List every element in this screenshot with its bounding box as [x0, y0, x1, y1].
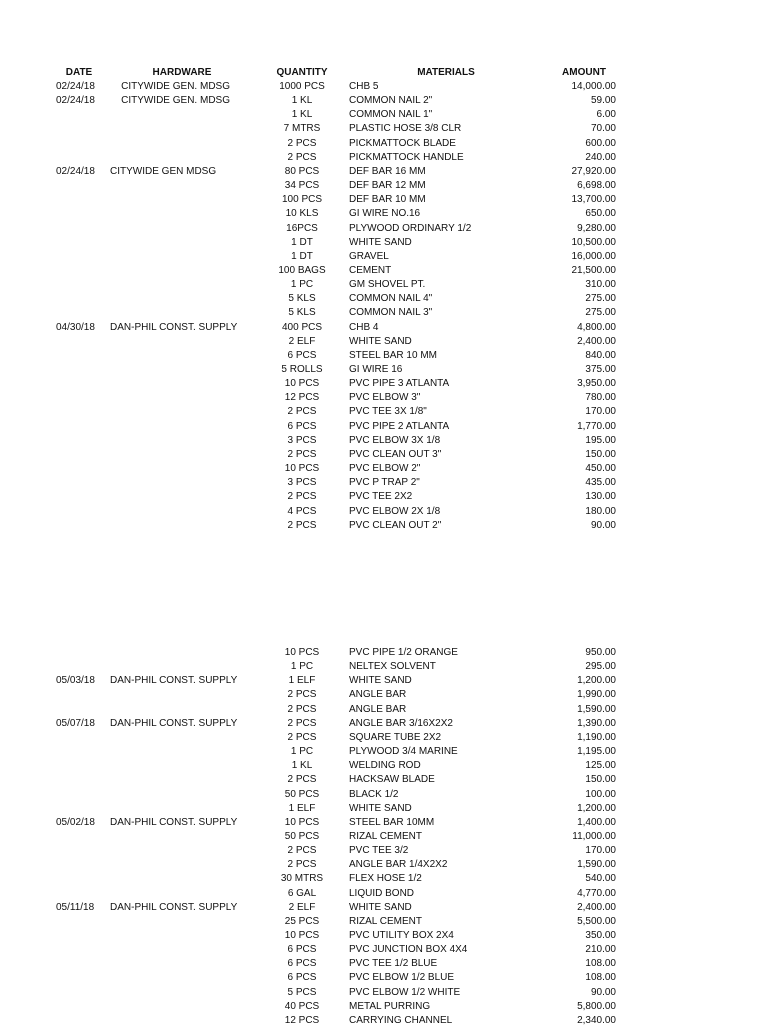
row-date: 02/24/18 — [56, 81, 95, 92]
row-quantity: 10 PCS — [284, 647, 320, 658]
table-row — [0, 363, 768, 377]
row-quantity: 10 PCS — [284, 378, 320, 390]
table-row — [0, 207, 768, 221]
table-row — [0, 151, 768, 165]
row-material: GRAVEL — [349, 250, 389, 262]
row-quantity: 1 PC — [290, 661, 314, 673]
row-material: LIQUID BOND — [349, 887, 415, 899]
row-quantity: 6 PCS — [287, 944, 317, 956]
table-row — [0, 80, 768, 94]
table-row — [0, 505, 768, 519]
table-row — [0, 165, 768, 179]
table-row — [0, 462, 768, 476]
table-row — [0, 490, 768, 504]
table-row — [0, 957, 768, 971]
row-material: PVC PIPE 2 ATLANTA — [349, 420, 450, 432]
row-amount: 11,000.00 — [572, 830, 616, 842]
table-row — [0, 94, 768, 108]
table-row — [0, 292, 768, 306]
row-amount: 5,500.00 — [577, 915, 616, 927]
row-amount: 1,990.00 — [577, 689, 616, 701]
row-amount: 195.00 — [585, 434, 616, 446]
header-amount: AMOUNT — [562, 67, 606, 78]
table-row — [0, 264, 768, 278]
row-quantity: 80 PCS — [284, 165, 320, 177]
table-row — [0, 646, 768, 660]
row-quantity: 1 PC — [290, 279, 314, 291]
row-quantity: 2 PCS — [287, 717, 317, 729]
row-quantity: 2 PCS — [287, 519, 317, 531]
table-row — [0, 250, 768, 264]
row-material: PVC ELBOW 2X 1/8 — [349, 505, 441, 517]
row-material: PVC ELBOW 3" — [349, 392, 421, 404]
row-amount: 950.00 — [585, 647, 616, 658]
row-quantity: 1 KL — [291, 95, 313, 107]
row-quantity: 6 PCS — [287, 958, 317, 970]
row-material: SQUARE TUBE 2X2 — [349, 731, 442, 743]
row-amount: 310.00 — [585, 279, 616, 291]
row-quantity: 10 KLS — [285, 208, 319, 220]
row-material: ANGLE BAR 1/4X2X2 — [349, 859, 448, 871]
row-amount: 1,190.00 — [577, 731, 616, 743]
row-material: WHITE SAND — [349, 802, 412, 814]
row-hardware: DAN-PHIL CONST. SUPPLY — [110, 901, 238, 913]
table-row — [0, 434, 768, 448]
row-amount: 108.00 — [585, 958, 616, 970]
table-row — [0, 391, 768, 405]
row-amount: 9,280.00 — [577, 222, 616, 234]
table-row — [0, 660, 768, 674]
row-quantity: 1 ELF — [288, 802, 316, 814]
row-material: CARRYING CHANNEL — [349, 1014, 453, 1026]
table-row — [0, 519, 768, 533]
row-amount: 13,700.00 — [571, 194, 616, 206]
row-material: DEF BAR 12 MM — [349, 180, 426, 192]
row-amount: 130.00 — [585, 491, 616, 503]
row-amount: 90.00 — [590, 519, 616, 531]
row-amount: 180.00 — [585, 505, 616, 517]
table-row — [0, 448, 768, 462]
table-row — [0, 405, 768, 419]
table-row — [0, 306, 768, 320]
table-row — [0, 1000, 768, 1014]
row-quantity: 2 ELF — [288, 335, 316, 347]
table-row — [0, 872, 768, 886]
row-material: WELDING ROD — [349, 760, 421, 772]
row-material: DEF BAR 16 MM — [349, 165, 426, 177]
row-hardware: CITYWIDE GEN. MDSG — [121, 81, 230, 92]
row-amount: 6,698.00 — [577, 180, 616, 192]
row-hardware: DAN-PHIL CONST. SUPPLY — [110, 717, 238, 729]
table-row — [0, 915, 768, 929]
row-amount: 2,400.00 — [577, 335, 616, 347]
row-amount: 14,000.00 — [571, 81, 616, 92]
row-material: PVC PIPE 1/2 ORANGE — [349, 647, 458, 658]
row-quantity: 7 MTRS — [283, 123, 321, 135]
table-row — [0, 759, 768, 773]
row-material: PVC ELBOW 3X 1/8 — [349, 434, 441, 446]
row-amount: 1,770.00 — [577, 420, 616, 432]
table-row — [0, 788, 768, 802]
row-date: 05/02/18 — [56, 816, 95, 828]
table-row — [0, 929, 768, 943]
row-material: WHITE SAND — [349, 901, 412, 913]
row-material: GI WIRE 16 — [349, 364, 403, 375]
row-quantity: 25 PCS — [284, 915, 320, 927]
row-material: CHB 5 — [349, 81, 379, 92]
table-row — [0, 703, 768, 717]
table-row — [0, 858, 768, 872]
row-hardware: CITYWIDE GEN MDSG — [110, 165, 217, 177]
table-row — [0, 137, 768, 151]
row-quantity: 1 DT — [291, 250, 313, 262]
table-row — [0, 986, 768, 1000]
row-amount: 2,400.00 — [577, 901, 616, 913]
row-quantity: 100 PCS — [281, 194, 323, 206]
row-quantity: 16PCS — [286, 222, 318, 234]
row-quantity: 2 PCS — [287, 731, 317, 743]
row-amount: 435.00 — [585, 477, 616, 489]
row-quantity: 2 PCS — [287, 774, 317, 786]
row-material: WHITE SAND — [349, 335, 412, 347]
row-material: PVC JUNCTION BOX 4X4 — [349, 944, 468, 956]
row-quantity: 50 PCS — [284, 788, 320, 800]
row-amount: 240.00 — [585, 151, 616, 163]
row-amount: 100.00 — [585, 788, 616, 800]
row-date: 05/11/18 — [56, 901, 95, 913]
row-amount: 1,590.00 — [577, 859, 616, 871]
header-date: DATE — [65, 67, 93, 78]
row-amount: 375.00 — [585, 364, 616, 375]
row-amount: 59.00 — [590, 95, 616, 107]
row-date: 05/03/18 — [56, 675, 95, 687]
row-material: PVC ELBOW 2" — [349, 463, 421, 475]
table-row — [0, 731, 768, 745]
row-amount: 4,800.00 — [577, 321, 616, 333]
row-quantity: 2 PCS — [287, 703, 317, 715]
row-quantity: 2 ELF — [288, 901, 316, 913]
row-amount: 1,400.00 — [577, 816, 616, 828]
row-quantity: 2 PCS — [287, 151, 317, 163]
row-amount: 275.00 — [585, 307, 616, 319]
row-quantity: 5 PCS — [287, 986, 317, 998]
table-row — [0, 901, 768, 915]
row-material: NELTEX SOLVENT — [349, 661, 436, 673]
row-quantity: 2 PCS — [287, 845, 317, 857]
header-materials: MATERIALS — [417, 67, 475, 78]
table-row — [0, 193, 768, 207]
row-amount: 10,500.00 — [571, 236, 616, 248]
table-row — [0, 476, 768, 490]
row-quantity: 6 PCS — [287, 420, 317, 432]
row-amount: 540.00 — [585, 873, 616, 885]
row-quantity: 2 PCS — [287, 491, 317, 503]
row-amount: 170.00 — [585, 845, 616, 857]
row-quantity: 100 BAGS — [278, 264, 326, 276]
row-quantity: 6 PCS — [287, 349, 317, 361]
row-quantity: 3 PCS — [287, 434, 317, 446]
row-amount: 650.00 — [585, 208, 616, 220]
row-quantity: 30 MTRS — [280, 873, 324, 885]
row-quantity: 2 PCS — [287, 137, 317, 149]
row-quantity: 50 PCS — [284, 830, 320, 842]
row-quantity: 12 PCS — [284, 392, 320, 404]
row-amount: 5,800.00 — [577, 1000, 616, 1012]
row-amount: 1,195.00 — [577, 746, 616, 758]
row-material: METAL PURRING — [349, 1000, 431, 1012]
row-quantity: 1 KL — [291, 760, 313, 772]
row-material: PVC TEE 3X 1/8" — [349, 406, 427, 418]
row-amount: 1,200.00 — [577, 802, 616, 814]
row-quantity: 34 PCS — [284, 180, 320, 192]
row-material: PVC UTILITY BOX 2X4 — [349, 930, 454, 941]
row-hardware: CITYWIDE GEN. MDSG — [121, 95, 230, 107]
row-material: CEMENT — [349, 264, 392, 276]
row-amount: 27,920.00 — [571, 165, 616, 177]
row-quantity: 2 PCS — [287, 406, 317, 418]
table-row — [0, 179, 768, 193]
row-amount: 210.00 — [585, 944, 616, 956]
row-quantity: 5 KLS — [288, 293, 316, 305]
row-amount: 3,950.00 — [577, 378, 616, 390]
row-material: WHITE SAND — [349, 675, 412, 687]
row-amount: 150.00 — [585, 774, 616, 786]
row-amount: 16,000.00 — [571, 250, 616, 262]
row-amount: 1,590.00 — [577, 703, 616, 715]
row-amount: 21,500.00 — [571, 264, 616, 276]
row-material: PLYWOOD ORDINARY 1/2 — [349, 222, 472, 234]
table-row — [0, 674, 768, 688]
row-amount: 1,200.00 — [577, 675, 616, 687]
row-amount: 2,340.00 — [577, 1014, 616, 1026]
table-row — [0, 844, 768, 858]
row-quantity: 400 PCS — [281, 321, 323, 333]
row-quantity: 6 GAL — [287, 887, 317, 899]
row-amount: 150.00 — [585, 448, 616, 460]
header-quantity: QUANTITY — [276, 67, 328, 78]
row-date: 02/24/18 — [56, 95, 95, 107]
row-quantity: 10 PCS — [284, 463, 320, 475]
row-date: 02/24/18 — [56, 165, 95, 177]
row-material: BLACK 1/2 — [349, 788, 399, 800]
row-amount: 70.00 — [590, 123, 616, 135]
row-quantity: 1000 PCS — [279, 81, 325, 92]
row-amount: 275.00 — [585, 293, 616, 305]
row-quantity: 1 KL — [291, 109, 313, 121]
row-material: RIZAL CEMENT — [349, 830, 422, 842]
row-quantity: 2 PCS — [287, 859, 317, 871]
table-row — [0, 420, 768, 434]
row-quantity: 10 PCS — [284, 816, 320, 828]
row-material: COMMON NAIL 2" — [349, 95, 433, 107]
row-date: 05/07/18 — [56, 717, 95, 729]
row-material: PVC P TRAP 2" — [349, 477, 420, 489]
row-material: PICKMATTOCK HANDLE — [349, 151, 464, 163]
row-material: PVC TEE 1/2 BLUE — [349, 958, 438, 970]
row-hardware: DAN-PHIL CONST. SUPPLY — [110, 321, 238, 333]
table-row — [0, 745, 768, 759]
table-row — [0, 335, 768, 349]
row-material: PVC TEE 3/2 — [349, 845, 409, 857]
row-amount: 4,770.00 — [577, 887, 616, 899]
table-row — [0, 321, 768, 335]
table-row — [0, 943, 768, 957]
table-row — [0, 816, 768, 830]
row-material: PVC ELBOW 1/2 BLUE — [349, 972, 455, 984]
table-row — [0, 887, 768, 901]
row-amount: 6.00 — [596, 109, 616, 121]
table-header-row — [0, 66, 768, 80]
row-quantity: 1 ELF — [288, 675, 316, 687]
row-material: COMMON NAIL 4" — [349, 293, 433, 305]
table-row — [0, 971, 768, 985]
row-amount: 108.00 — [585, 972, 616, 984]
row-quantity: 10 PCS — [284, 930, 320, 941]
row-quantity: 1 PC — [290, 746, 314, 758]
row-amount: 600.00 — [585, 137, 616, 149]
row-amount: 170.00 — [585, 406, 616, 418]
row-material: ANGLE BAR — [349, 703, 407, 715]
header-hardware: HARDWARE — [152, 67, 212, 78]
row-material: COMMON NAIL 3" — [349, 307, 433, 319]
table-row — [0, 717, 768, 731]
row-material: PVC ELBOW 1/2 WHITE — [349, 986, 461, 998]
row-material: PICKMATTOCK BLADE — [349, 137, 456, 149]
row-quantity: 40 PCS — [284, 1000, 320, 1012]
row-hardware: DAN-PHIL CONST. SUPPLY — [110, 675, 238, 687]
row-material: ANGLE BAR 3/16X2X2 — [349, 717, 453, 729]
row-material: ANGLE BAR — [349, 689, 407, 701]
table-row — [0, 688, 768, 702]
table-row — [0, 830, 768, 844]
row-quantity: 3 PCS — [287, 477, 317, 489]
row-material: WHITE SAND — [349, 236, 412, 248]
row-material: STEEL BAR 10MM — [349, 816, 435, 828]
row-quantity: 5 ROLLS — [281, 364, 323, 375]
row-material: PLYWOOD 3/4 MARINE — [349, 746, 458, 758]
table-row — [0, 1014, 768, 1028]
table-row — [0, 278, 768, 292]
row-material: DEF BAR 10 MM — [349, 194, 426, 206]
row-material: STEEL BAR 10 MM — [349, 349, 437, 361]
row-quantity: 6 PCS — [287, 972, 317, 984]
row-material: PVC TEE 2X2 — [349, 491, 413, 503]
row-material: HACKSAW BLADE — [349, 774, 435, 786]
row-material: FLEX HOSE 1/2 — [349, 873, 422, 885]
row-amount: 295.00 — [585, 661, 616, 673]
row-material: GM SHOVEL PT. — [349, 279, 426, 291]
row-material: GI WIRE NO.16 — [349, 208, 421, 220]
row-hardware: DAN-PHIL CONST. SUPPLY — [110, 816, 238, 828]
row-amount: 350.00 — [585, 930, 616, 941]
table-row — [0, 773, 768, 787]
table-row — [0, 222, 768, 236]
row-quantity: 2 PCS — [287, 689, 317, 701]
row-quantity: 12 PCS — [284, 1014, 320, 1026]
row-material: RIZAL CEMENT — [349, 915, 422, 927]
row-quantity: 5 KLS — [288, 307, 316, 319]
row-material: PVC PIPE 3 ATLANTA — [349, 378, 450, 390]
row-material: PLASTIC HOSE 3/8 CLR — [349, 123, 462, 135]
table-row — [0, 349, 768, 363]
row-quantity: 2 PCS — [287, 448, 317, 460]
row-quantity: 1 DT — [291, 236, 313, 248]
table-row — [0, 108, 768, 122]
row-material: CHB 4 — [349, 321, 379, 333]
row-quantity: 4 PCS — [287, 505, 317, 517]
row-material: PVC CLEAN OUT 2" — [349, 519, 442, 531]
row-amount: 90.00 — [590, 986, 616, 998]
row-amount: 125.00 — [585, 760, 616, 772]
row-material: PVC CLEAN OUT 3" — [349, 448, 442, 460]
table-row — [0, 377, 768, 391]
row-amount: 840.00 — [585, 349, 616, 361]
row-date: 04/30/18 — [56, 321, 95, 333]
row-amount: 780.00 — [585, 392, 616, 404]
table-row — [0, 236, 768, 250]
table-row — [0, 122, 768, 136]
row-amount: 450.00 — [585, 463, 616, 475]
table-row — [0, 802, 768, 816]
row-amount: 1,390.00 — [577, 717, 616, 729]
row-material: COMMON NAIL 1" — [349, 109, 433, 121]
